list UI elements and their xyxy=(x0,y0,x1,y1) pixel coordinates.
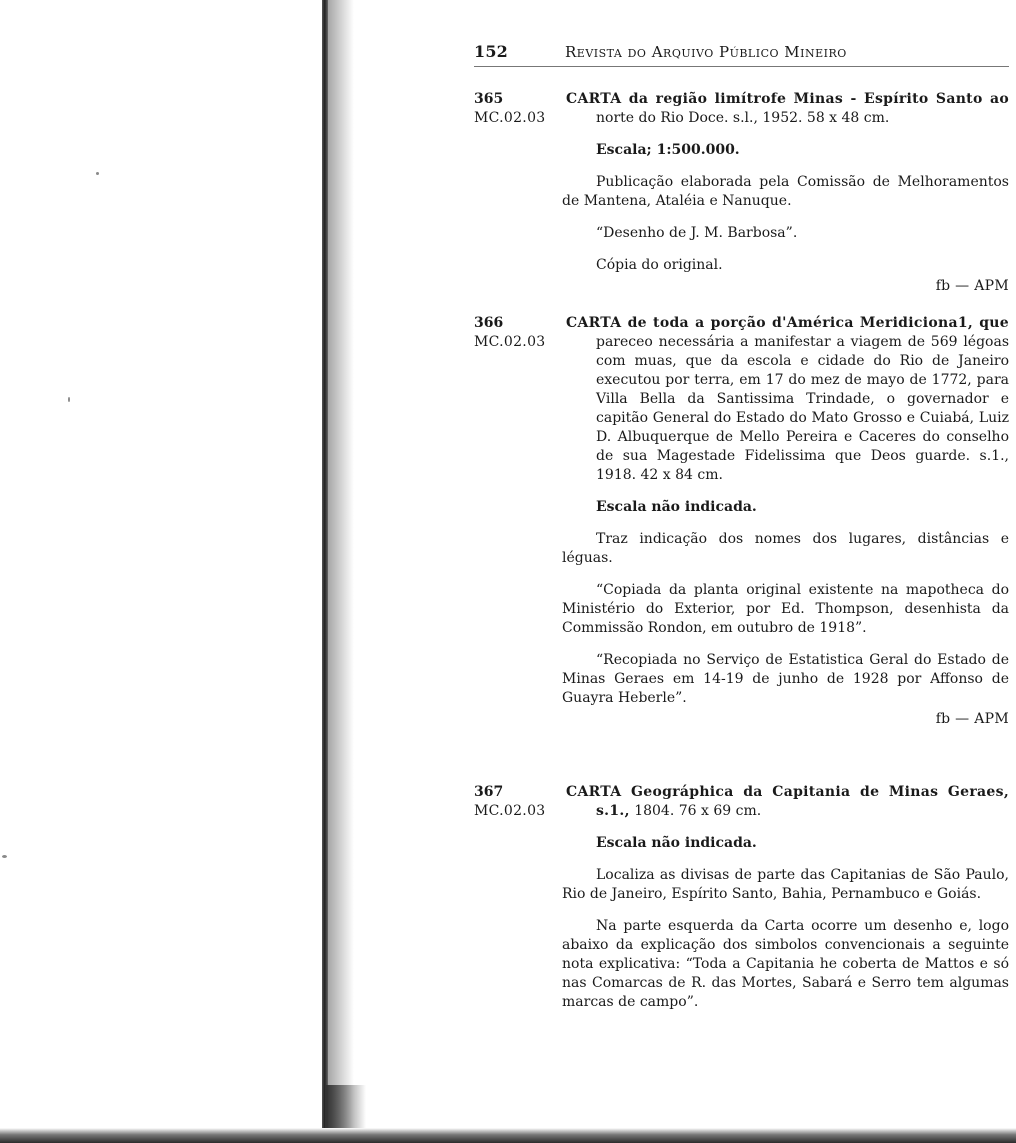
entry-code: MC.02.03 xyxy=(474,803,546,819)
entry-title-lead: CARTA da região limítrofe Minas - Espírito Santo ao xyxy=(566,91,1009,107)
entry-scale: Escala não indicada. xyxy=(596,835,757,851)
entry-code: MC.02.03 xyxy=(474,334,546,350)
entry-title-rest: 1804. 76 x 69 cm. xyxy=(634,803,762,819)
entry-title-rest: norte do Rio Doce. s.l., 1952. 58 x 48 cm. xyxy=(596,110,890,126)
page-bottom-edge xyxy=(0,1128,1016,1143)
entry-note: Localiza as divisas de parte das Capitanias de São Paulo, Rio de Janeiro, Espírito Santo, Bahia, Pernambuco e Goiás. xyxy=(562,867,1009,902)
entry-note: “Desenho de J. M. Barbosa”. xyxy=(596,225,798,241)
header-rule xyxy=(474,66,1009,67)
scan-speck xyxy=(96,172,99,175)
entry-number: 366 xyxy=(474,315,504,331)
entry-title xyxy=(566,314,1009,485)
running-title: Revista do Arquivo Público Mineiro xyxy=(565,43,847,61)
entry-number: 367 xyxy=(474,784,504,800)
entry-title-lead: CARTA de toda a porção d'América Meridiciona1, que xyxy=(566,315,1009,331)
catalog-entry-367 xyxy=(474,783,1009,1012)
scan-speck xyxy=(68,397,70,402)
entry-note: “Copiada da planta original existente na mapotheca do Ministério do Exterior, por Ed. Thompson, desenhista da Commissão Rondon, em outubro de 1918”. xyxy=(562,582,1009,636)
page-header xyxy=(474,42,1009,64)
entry-note: Traz indicação dos nomes dos lugares, distâncias e léguas. xyxy=(562,531,1009,566)
catalog-entry-366 xyxy=(474,314,1009,729)
entry-title xyxy=(566,90,1009,128)
entry-number: 365 xyxy=(474,91,504,107)
entry-title xyxy=(566,783,1009,821)
entry-title-lead: CARTA Geográphica da Capitania de Minas Geraes, s.1., xyxy=(566,784,1009,819)
scan-speck xyxy=(2,855,7,858)
entry-source: fb — APM xyxy=(935,711,1009,727)
entry-note: “Recopiada no Serviço de Estatistica Geral do Estado de Minas Geraes em 14-19 de junho de 1928 por Affonso de Guayra Heberle”. xyxy=(562,652,1009,706)
gutter-shadow xyxy=(328,0,354,1143)
entry-scale: Escala não indicada. xyxy=(596,499,757,515)
catalog-entry-365 xyxy=(474,90,1009,296)
entry-note: Cópia do original. xyxy=(596,257,723,273)
entry-scale: Escala; 1:500.000. xyxy=(596,142,740,158)
entry-code: MC.02.03 xyxy=(474,110,546,126)
entry-note: Publicação elaborada pela Comissão de Melhoramentos de Mantena, Ataléia e Nanuque. xyxy=(562,174,1009,209)
page-number: 152 xyxy=(474,42,508,61)
entry-source: fb — APM xyxy=(935,278,1009,294)
entry-body xyxy=(562,783,1009,1012)
entry-body xyxy=(562,90,1009,296)
entry-note: Na parte esquerda da Carta ocorre um desenho e, logo abaixo da explicação dos simbolos convencionais a seguinte nota explicativa: “Toda a Capitania he coberta de Mattos e só nas Comarcas de R. das Mortes, Sabará e Serro tem algumas marcas de campo”. xyxy=(562,918,1009,1010)
entry-body xyxy=(562,314,1009,729)
entry-title-rest: pareceo necessária a manifestar a viagem de 569 légoas com muas, que da escola e cidade do Rio de Janeiro executou por terra, em 17 do mez de mayo de 1772, para Villa Bella da Santissima Trindade, o governador e capitão General do Estado do Mato Grosso e Cuiabá, Luiz D. Albuquerque de Mello Pereira e Caceres do conselho de sua Magestade Fidelissima que Deos guarde. s.1., 1918. 42 x 84 cm. xyxy=(596,334,1009,483)
